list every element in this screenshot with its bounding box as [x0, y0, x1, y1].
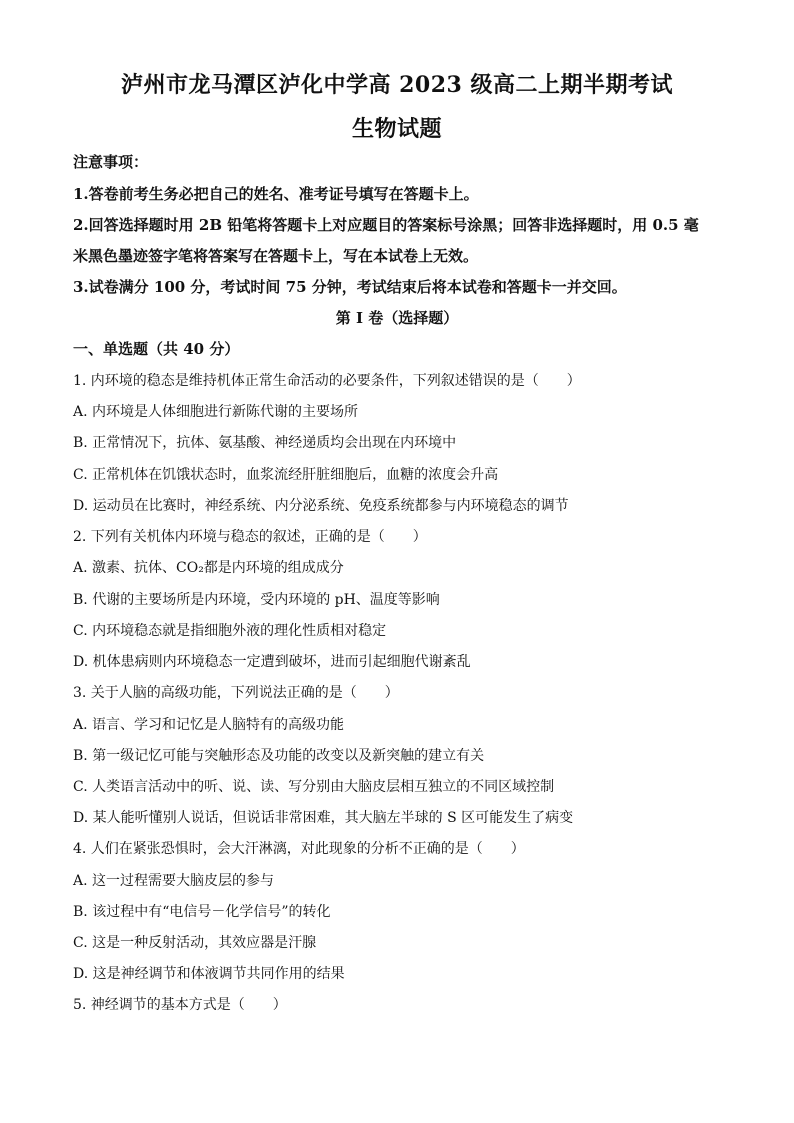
question-option: C. 这是一种反射活动，其效应器是汗腺 — [73, 935, 317, 951]
question-stem: 1. 内环境的稳态是维持机体正常生命活动的必要条件，下列叙述错误的是（ ） — [73, 373, 581, 389]
part-heading: 一、单选题（共 40 分） — [73, 340, 240, 358]
question-option: B. 第一级记忆可能与突触形态及功能的改变以及新突触的建立有关 — [73, 748, 485, 764]
question-option: C. 内环境稳态就是指细胞外液的理化性质相对稳定 — [73, 623, 387, 639]
question-option: C. 正常机体在饥饿状态时，血浆流经肝脏细胞后，血糖的浓度会升高 — [73, 467, 499, 483]
note-line: 米黑色墨迹签字笔将答案写在答题卡上，写在本试卷上无效。 — [73, 247, 479, 265]
question-stem: 3. 关于人脑的高级功能，下列说法正确的是（ ） — [73, 685, 399, 701]
question-option: D. 机体患病则内环境稳态一定遭到破坏，进而引起细胞代谢紊乱 — [73, 654, 471, 670]
question-option: D. 这是神经调节和体液调节共同作用的结果 — [73, 966, 345, 982]
volume-heading: 第 I 卷（选择题） — [335, 309, 459, 327]
question-option: D. 运动员在比赛时，神经系统、内分泌系统、免疫系统都参与内环境稳态的调节 — [73, 498, 569, 514]
question-option: B. 正常情况下，抗体、氨基酸、神经递质均会出现在内环境中 — [73, 435, 457, 451]
question-stem: 5. 神经调节的基本方式是（ ） — [73, 997, 287, 1013]
question-option: B. 代谢的主要场所是内环境，受内环境的 pH、温度等影响 — [73, 592, 440, 608]
note-line: 1.答卷前考生务必把自己的姓名、准考证号填写在答题卡上。 — [73, 185, 479, 203]
question-option: A. 激素、抗体、CO₂都是内环境的组成成分 — [73, 560, 344, 576]
question-option: A. 内环境是人体细胞进行新陈代谢的主要场所 — [73, 404, 359, 420]
exam-subject: 生物试题 — [351, 116, 442, 142]
exam-title: 泸州市龙马潭区泸化中学高 2023 级高二上期半期考试 — [120, 72, 674, 98]
note-line: 2.回答选择题时用 2B 铅笔将答题卡上对应题目的答案标号涂黑；回答非选择题时，用 0.5 毫 — [73, 216, 699, 234]
question-option: D. 某人能听懂别人说话，但说话非常困难，其大脑左半球的 S 区可能发生了病变 — [73, 810, 574, 826]
question-option: B. 该过程中有“电信号－化学信号”的转化 — [73, 904, 331, 920]
question-stem: 2. 下列有关机体内环境与稳态的叙述，正确的是（ ） — [73, 529, 427, 545]
notes-heading: 注意事项： — [73, 153, 149, 171]
question-option: A. 语言、学习和记忆是人脑特有的高级功能 — [73, 717, 345, 733]
question-option: C. 人类语言活动中的听、说、读、写分别由大脑皮层相互独立的不同区域控制 — [73, 779, 555, 795]
question-option: A. 这一过程需要大脑皮层的参与 — [73, 873, 275, 889]
question-stem: 4. 人们在紧张恐惧时，会大汗淋漓，对此现象的分析不正确的是（ ） — [73, 841, 525, 857]
note-line: 3.试卷满分 100 分，考试时间 75 分钟，考试结束后将本试卷和答题卡一并交回。 — [73, 278, 627, 296]
